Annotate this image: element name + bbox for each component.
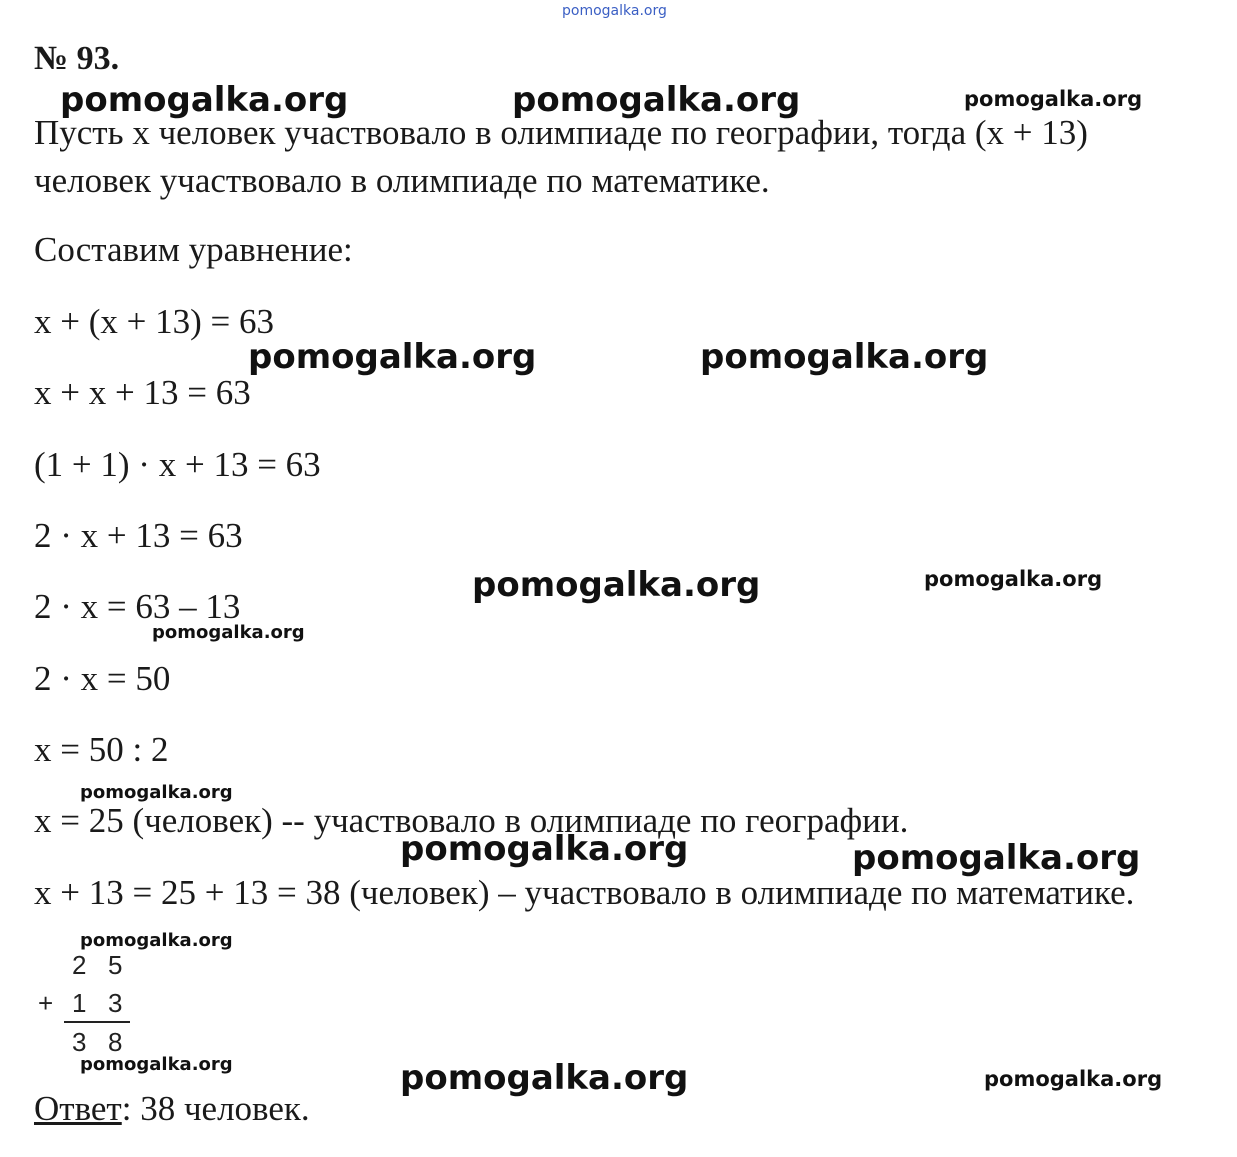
watermark: pomogalka.org [248,337,537,377]
watermark: pomogalka.org [80,782,233,803]
watermark: pomogalka.org [924,567,1103,591]
watermark: pomogalka.org [964,87,1143,111]
watermark: pomogalka.org [400,1058,689,1098]
watermark: pomogalka.org [512,80,801,120]
column-sum-line [64,1021,130,1023]
step-4: 2 · x + 13 = 63 [34,516,243,555]
column-top-digit-2: 5 [108,950,123,980]
answer-line [34,1089,310,1129]
watermark: pomogalka.org [60,80,349,120]
watermark: pomogalka.org [80,1054,233,1075]
header-watermark: pomogalka.org [562,3,667,19]
watermark: pomogalka.org [852,838,1141,878]
intro-line-2: человек участвовало в олимпиаде по математике. [34,161,770,200]
step-1: x + (x + 13) = 63 [34,302,275,341]
answer-label: Ответ [34,1089,122,1128]
step-2: x + x + 13 = 63 [34,373,251,412]
watermark: pomogalka.org [400,829,689,869]
column-result-digit-1: 3 [72,1027,87,1057]
step-6: 2 · x = 50 [34,659,171,698]
column-middle-digit-1: 1 [72,988,87,1018]
watermark: pomogalka.org [80,930,233,951]
watermark: pomogalka.org [984,1067,1163,1091]
step-5: 2 · x = 63 – 13 [34,587,241,626]
step-7: x = 50 : 2 [34,730,169,769]
watermark: pomogalka.org [472,565,761,605]
column-result-digit-2: 8 [108,1027,123,1057]
step-9: x + 13 = 25 + 13 = 38 (человек) – участвовало в олимпиаде по математике. [34,873,1135,912]
column-top-digit-1: 2 [72,950,87,980]
column-plus-sign: + [38,988,54,1018]
watermark: pomogalka.org [700,337,989,377]
column-middle-digit-2: 3 [108,988,123,1018]
watermark: pomogalka.org [152,622,305,643]
step-3: (1 + 1) · x + 13 = 63 [34,445,321,484]
answer-text: : 38 человек. [121,1089,310,1128]
equation-heading: Составим уравнение: [34,230,353,269]
intro-line-1: Пусть x человек участвовало в олимпиаде по географии, тогда (x + 13) [34,113,1088,152]
problem-number: № 93. [34,40,120,77]
step-8: x = 25 (человек) -- участвовало в олимпиаде по географии. [34,801,909,840]
